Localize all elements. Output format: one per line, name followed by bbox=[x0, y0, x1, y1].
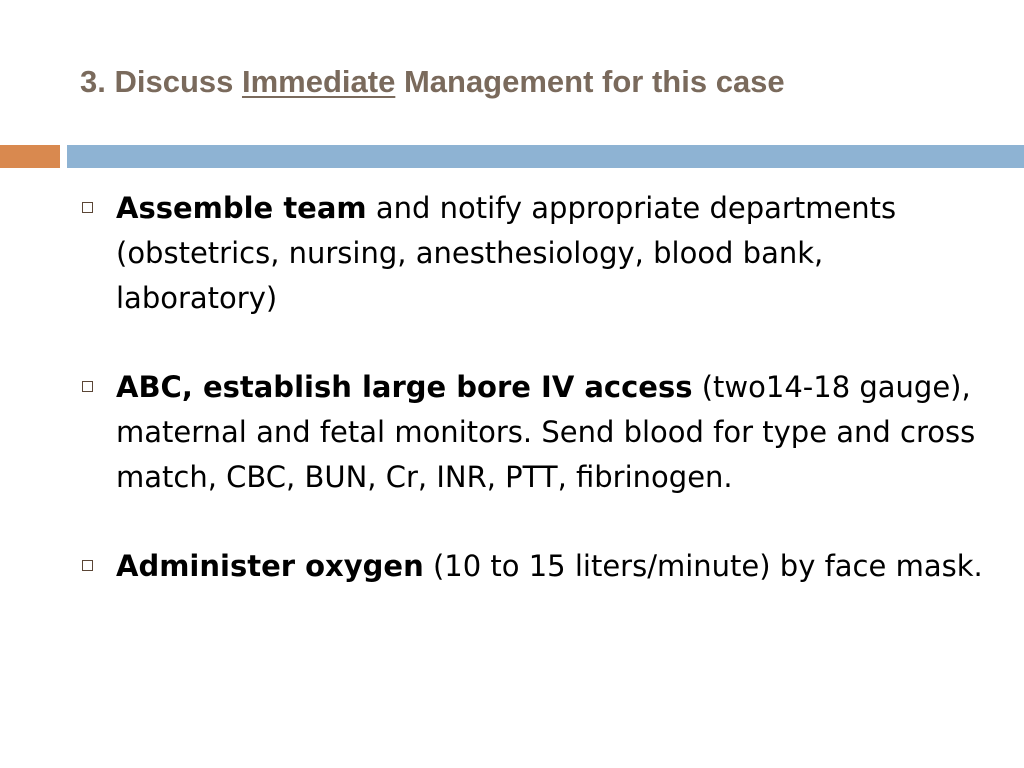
accent-bar-blue bbox=[67, 145, 1024, 168]
title-prefix: 3. Discuss bbox=[80, 64, 242, 99]
title-underlined-word: Immediate bbox=[241, 64, 396, 99]
bullet-list bbox=[80, 186, 990, 589]
bullet-bold-text: Assemble team bbox=[116, 191, 367, 225]
title-suffix: Management for this case bbox=[395, 64, 785, 99]
hollow-square-bullet-icon bbox=[82, 381, 93, 392]
bullet-text: and notify appropriate departments (obstetrics, nursing, anesthesiology, blood bank, laboratory) bbox=[116, 191, 897, 315]
bullet-item-iv-access bbox=[80, 365, 990, 500]
bullet-item-assemble-team bbox=[80, 186, 990, 321]
slide-title bbox=[80, 60, 785, 104]
bullet-text: (two14-18 gauge), maternal and fetal monitors. Send blood for type and cross match, CBC, BUN, Cr, INR, PTT, fibrinogen. bbox=[116, 370, 976, 494]
bullet-item-oxygen bbox=[80, 544, 990, 589]
hollow-square-bullet-icon bbox=[82, 202, 93, 213]
bullet-text: (10 to 15 liters/minute) by face mask. bbox=[423, 549, 983, 583]
hollow-square-bullet-icon bbox=[82, 560, 93, 571]
bullet-bold-text: Administer oxygen bbox=[116, 549, 424, 583]
bullet-bold-text: ABC, establish large bore IV access bbox=[116, 370, 693, 404]
accent-bar-orange bbox=[0, 145, 60, 168]
